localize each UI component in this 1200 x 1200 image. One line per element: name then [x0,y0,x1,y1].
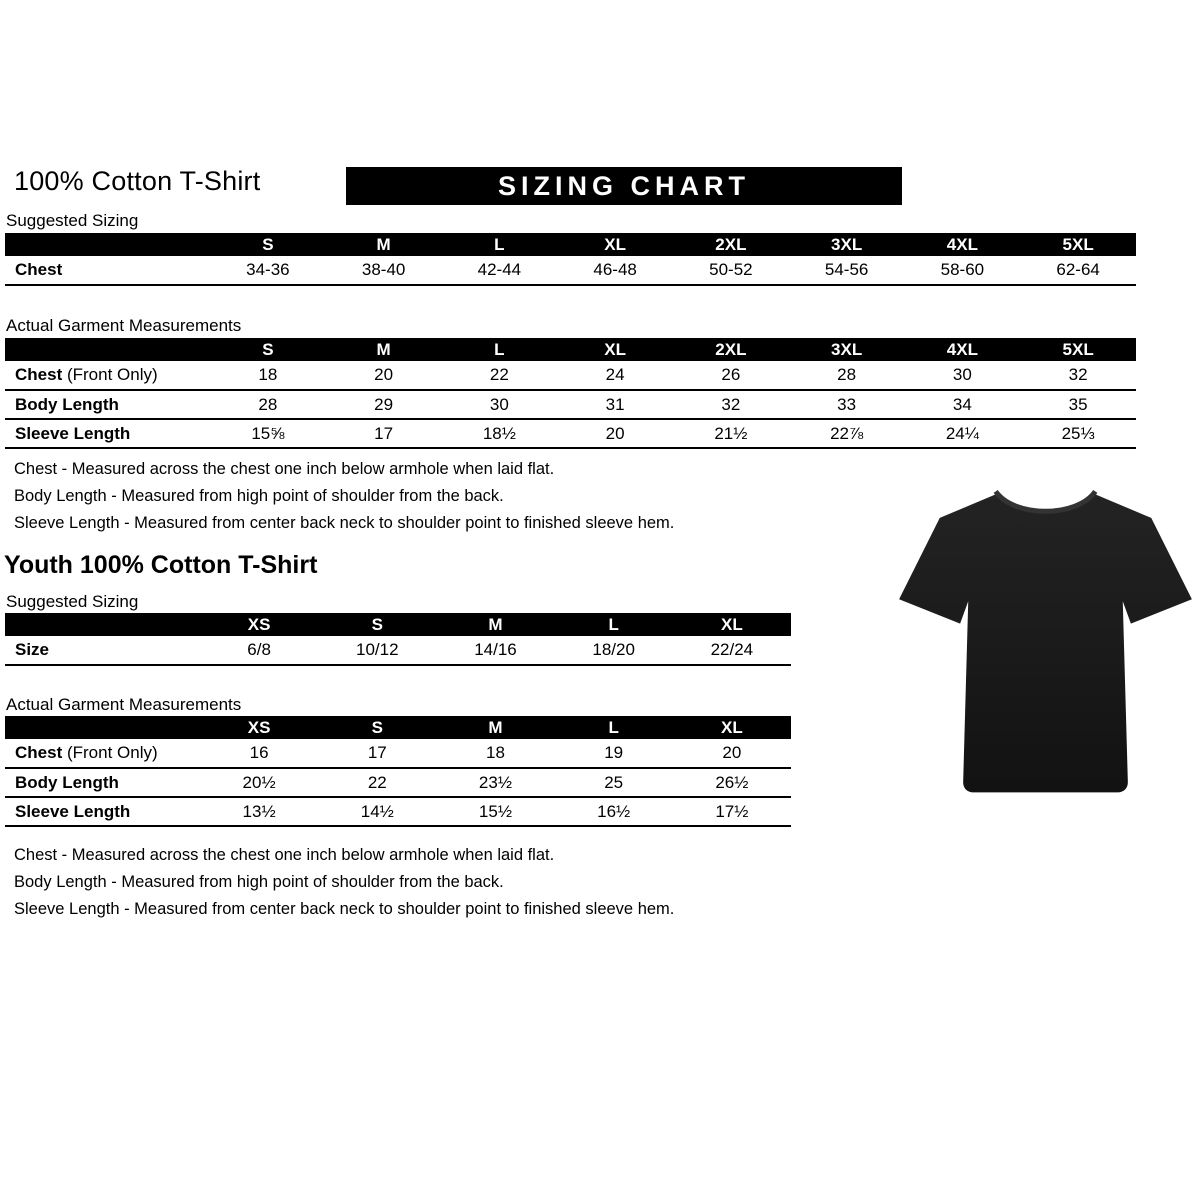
size-column-header: 3XL [789,338,905,361]
measurement-cell: 25⅓ [1020,419,1136,448]
size-header-spacer [5,613,200,636]
row-label: Size [5,636,200,665]
measurement-row [5,768,791,797]
measurement-row [5,419,1136,448]
measurement-cell: 22⅞ [789,419,905,448]
measurement-cell: 18/20 [555,636,673,665]
youth-notes [14,842,874,923]
measurement-cell: 6/8 [200,636,318,665]
measurement-cell: 54-56 [789,256,905,285]
measurement-cell: 26½ [673,768,791,797]
size-column-header: L [555,716,673,739]
size-column-header: L [555,613,673,636]
tshirt-body [899,494,1192,793]
size-column-header: 4XL [905,233,1021,256]
row-label: Sleeve Length [5,797,200,826]
measurement-cell: 32 [673,390,789,419]
measurement-cell: 28 [789,361,905,390]
measurement-row [5,390,1136,419]
measurement-cell: 42-44 [442,256,558,285]
note-chest: Chest - Measured across the chest one inch below armhole when laid flat. [14,846,555,864]
measurement-cell: 34 [905,390,1021,419]
note-chest: Chest - Measured across the chest one inch below armhole when laid flat. [14,460,555,478]
measurement-cell: 20½ [200,768,318,797]
measurement-cell: 20 [673,739,791,768]
size-column-header: 3XL [789,233,905,256]
size-header-row [5,338,1136,361]
measurement-cell: 25 [555,768,673,797]
measurement-cell: 30 [905,361,1021,390]
measurement-cell: 22 [442,361,558,390]
youth-actual-measurements-label: Actual Garment Measurements [6,695,242,714]
measurement-cell: 50-52 [673,256,789,285]
size-column-header: S [210,338,326,361]
measurement-cell: 15½ [436,797,554,826]
youth-actual-measurements-table [5,716,791,827]
size-header-spacer [5,338,210,361]
measurement-cell: 32 [1020,361,1136,390]
size-header-row [5,613,791,636]
size-column-header: 5XL [1020,338,1136,361]
measurement-cell: 20 [326,361,442,390]
size-column-header: 5XL [1020,233,1136,256]
size-column-header: S [318,613,436,636]
size-column-header: XS [200,613,318,636]
sizing-chart-banner: SIZING CHART [346,167,902,205]
measurement-cell: 14½ [318,797,436,826]
youth-suggested-sizing-table [5,613,791,666]
size-column-header: XL [557,338,673,361]
measurement-cell: 35 [1020,390,1136,419]
measurement-row [5,797,791,826]
measurement-cell: 21½ [673,419,789,448]
size-column-header: XL [673,716,791,739]
tshirt-image [893,470,1198,820]
measurement-cell: 31 [557,390,673,419]
measurement-cell: 29 [326,390,442,419]
row-label: Chest (Front Only) [5,361,210,390]
measurement-cell: 24 [557,361,673,390]
adult-suggested-sizing-label: Suggested Sizing [6,211,139,230]
measurement-cell: 17 [326,419,442,448]
measurement-cell: 18 [436,739,554,768]
youth-suggested-sizing-label: Suggested Sizing [6,592,139,611]
measurement-cell: 17 [318,739,436,768]
measurement-cell: 15⅝ [210,419,326,448]
measurement-cell: 16½ [555,797,673,826]
measurement-cell: 10/12 [318,636,436,665]
adult-actual-measurements-table [5,338,1136,449]
row-label: Chest (Front Only) [5,739,200,768]
size-column-header: L [442,233,558,256]
measurement-cell: 19 [555,739,673,768]
measurement-cell: 13½ [200,797,318,826]
size-column-header: 2XL [673,233,789,256]
row-label: Body Length [5,768,200,797]
measurement-cell: 18½ [442,419,558,448]
measurement-row [5,739,791,768]
adult-actual-measurements-label: Actual Garment Measurements [6,316,242,335]
size-column-header: XL [557,233,673,256]
measurement-cell: 26 [673,361,789,390]
measurement-cell: 17½ [673,797,791,826]
size-column-header: S [318,716,436,739]
measurement-cell: 22 [318,768,436,797]
measurement-cell: 23½ [436,768,554,797]
row-label: Body Length [5,390,210,419]
adult-notes [14,456,874,537]
measurement-cell: 16 [200,739,318,768]
measurement-cell: 20 [557,419,673,448]
measurement-cell: 46-48 [557,256,673,285]
note-sleeve-length: Sleeve Length - Measured from center back neck to shoulder point to finished sleeve hem. [14,514,675,532]
measurement-cell: 14/16 [436,636,554,665]
measurement-cell: 22/24 [673,636,791,665]
size-column-header: XL [673,613,791,636]
measurement-cell: 30 [442,390,558,419]
youth-page-title: Youth 100% Cotton T-Shirt [4,551,318,579]
measurement-row [5,361,1136,390]
size-column-header: XS [200,716,318,739]
measurement-row [5,636,791,665]
size-header-row [5,716,791,739]
page-title: 100% Cotton T-Shirt [14,166,261,196]
measurement-cell: 58-60 [905,256,1021,285]
size-column-header: S [210,233,326,256]
size-column-header: M [436,613,554,636]
note-sleeve-length: Sleeve Length - Measured from center back neck to shoulder point to finished sleeve hem. [14,900,675,918]
measurement-cell: 38-40 [326,256,442,285]
measurement-cell: 18 [210,361,326,390]
adult-suggested-sizing-table [5,233,1136,286]
measurement-cell: 28 [210,390,326,419]
size-header-spacer [5,716,200,739]
note-body-length: Body Length - Measured from high point of shoulder from the back. [14,873,504,891]
row-label: Chest [5,256,210,285]
note-body-length: Body Length - Measured from high point of shoulder from the back. [14,487,504,505]
size-column-header: 2XL [673,338,789,361]
measurement-cell: 34-36 [210,256,326,285]
row-label: Sleeve Length [5,419,210,448]
size-column-header: 4XL [905,338,1021,361]
size-column-header: M [326,233,442,256]
measurement-row [5,256,1136,285]
size-column-header: M [326,338,442,361]
measurement-cell: 24¼ [905,419,1021,448]
size-column-header: L [442,338,558,361]
measurement-cell: 33 [789,390,905,419]
size-header-spacer [5,233,210,256]
size-column-header: M [436,716,554,739]
measurement-cell: 62-64 [1020,256,1136,285]
size-header-row [5,233,1136,256]
